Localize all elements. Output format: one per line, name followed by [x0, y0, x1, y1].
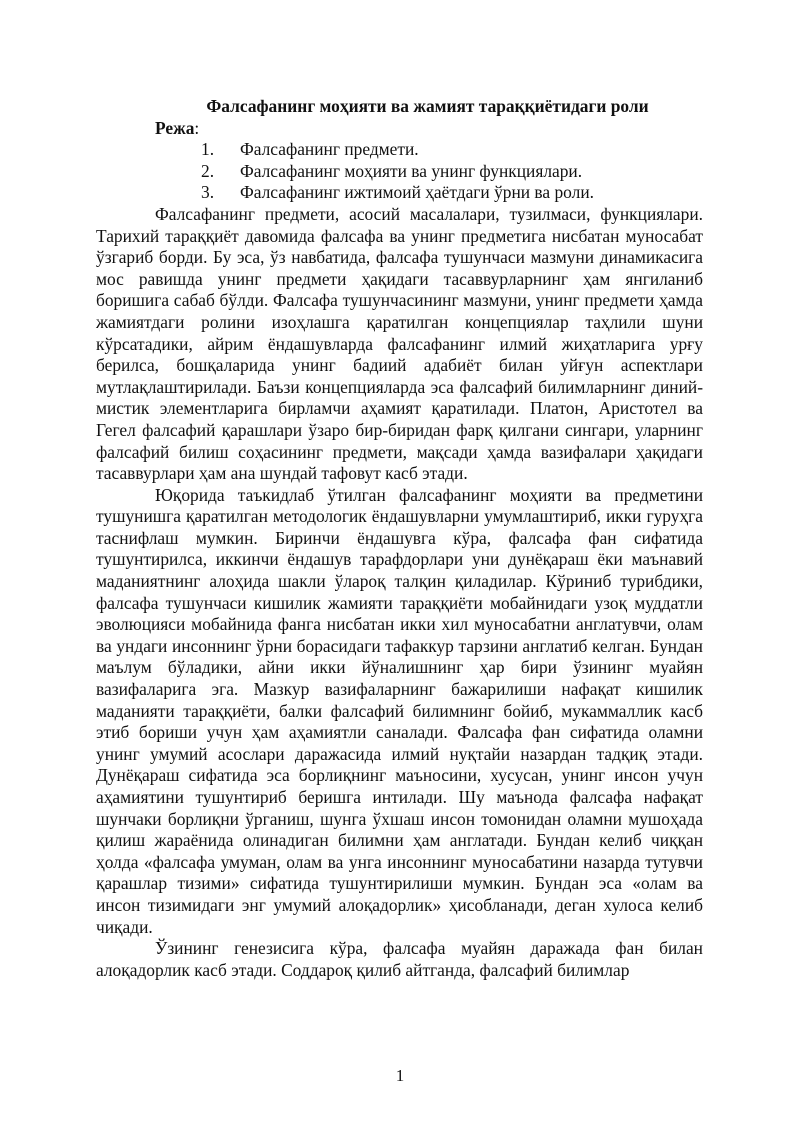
- page-title: Фалсафанинг моҳияти ва жамият тараққиётидаги роли: [206, 96, 649, 116]
- plan-heading: [155, 118, 703, 140]
- plan-item: [96, 161, 703, 183]
- plan-list: [96, 139, 703, 204]
- plan-label: Режа: [155, 117, 195, 138]
- page-number: 1: [395, 1066, 405, 1085]
- body-paragraph: Фалсафанинг предмети, асосий масалалари, тузилмаси, функциялари. Тарихий тараққиёт давомида фалсафа ва унинг предметига нисбатан муносабат ўзгариб борди. Бу эса, ўз навбатида, фалсафа тушунчаси мазмуни динамикасига мос равишда унинг предмети ҳақидаги тасаввурларнинг ҳам янгиланиб боришига сабаб бўлди. Фалсафа тушунчасининг мазмуни, унинг предмети ҳамда жамиятдаги ролини изоҳлашга қаратилган концепциялар таҳлили шуни кўрсатадики, айрим ёндашувларда фалсафанинг илмий жиҳатларига урғу берилса, бошқаларида унинг бадиий адабиёт билан уйғун аспектлари мутлақлаштирилади. Баъзи концепцияларда эса фалсафий билимларнинг диний-мистик элементларига бирламчи аҳамият қаратилади. Платон, Аристотел ва Гегел фалсафий қарашлари ўзаро бир-биридан фарқ қилгани сингари, уларнинг фалсафий билиш соҳасининг предмети, мақсади ҳамда вазифалари ҳақидаги тасаввурлари ҳам ана шундай тафовут касб этади.: [96, 203, 703, 484]
- plan-item-number: 3.: [201, 182, 215, 203]
- plan-label-suffix: :: [194, 117, 200, 138]
- body-paragraph: Ўзининг генезисига кўра, фалсафа муайян даражада фан билан алоқадорлик касб этади. Соддароқ қилиб айтганда, фалсафий билимлар: [96, 938, 703, 980]
- plan-item-number: 1.: [201, 139, 215, 160]
- plan-item: [96, 139, 703, 161]
- plan-item: [96, 182, 703, 204]
- page-content: [96, 96, 703, 981]
- plan-item-number: 2.: [201, 160, 215, 181]
- body-paragraph: Юқорида таъкидлаб ўтилган фалсафанинг моҳияти ва предметини тушунишга қаратилган методологик ёндашувларни умумлаштириб, икки гуруҳга таснифлаш мумкин. Биринчи ёндашувга кўра, фалсафа фан сифатида тушунтирилса, иккинчи ёндашув тарафдорлари уни дунёқараш ёки маънавий маданиятнинг алоҳида шакли ўлароқ талқин қиладилар. Кўриниб турибдики, фалсафа тушунчаси кишилик жамияти тараққиёти мобайнидаги узоқ муддатли эволюцияси мобайнида фанга нисбатан икки хил муносабатни англатувчи, олам ва ундаги инсоннинг ўрни борасидаги тафаккур тарзини англатиб келган. Бундан маълум бўладики, айни икки йўналишнинг ҳар бири ўзининг муайян вазифаларига эга. Мазкур вазифаларнинг бажарилиши нафақат кишилик маданияти тараққиёти, балки фалсафий билимнинг бойиб, мукаммаллик касб этиб бориши учун ҳам аҳамиятли саналади. Фалсафа фан сифатида оламни унинг умумий асослари даражасида илмий нуқтайи назардан тадқиқ этади. Дунёқараш сифатида эса борлиқнинг маъносини, хусусан, унинг инсон учун аҳамиятини тушунтириб беришга интилади. Шу маънода фалсафа нафақат шунчаки борлиқни ўрганиш, шунга ўхшаш инсон томонидан оламни мушоҳада қилиш жараёнида олинадиган билимни ҳам англатади. Бундан келиб чиққан ҳолда «фалсафа умуман, олам ва унга инсоннинг муносабатини назарда тутувчи қарашлар тизими» сифатида тушунтирилиши мумкин. Бундан эса «олам ва инсон тизимидаги энг умумий алоқадорлик» ҳисобланади, деган хулоса келиб чиқади.: [96, 484, 703, 937]
- plan-item-text: Фалсафанинг ижтимоий ҳаётдаги ўрни ва роли.: [240, 182, 594, 203]
- plan-item-text: Фалсафанинг моҳияти ва унинг функциялари.: [240, 160, 583, 181]
- plan-item-text: Фалсафанинг предмети.: [240, 139, 419, 160]
